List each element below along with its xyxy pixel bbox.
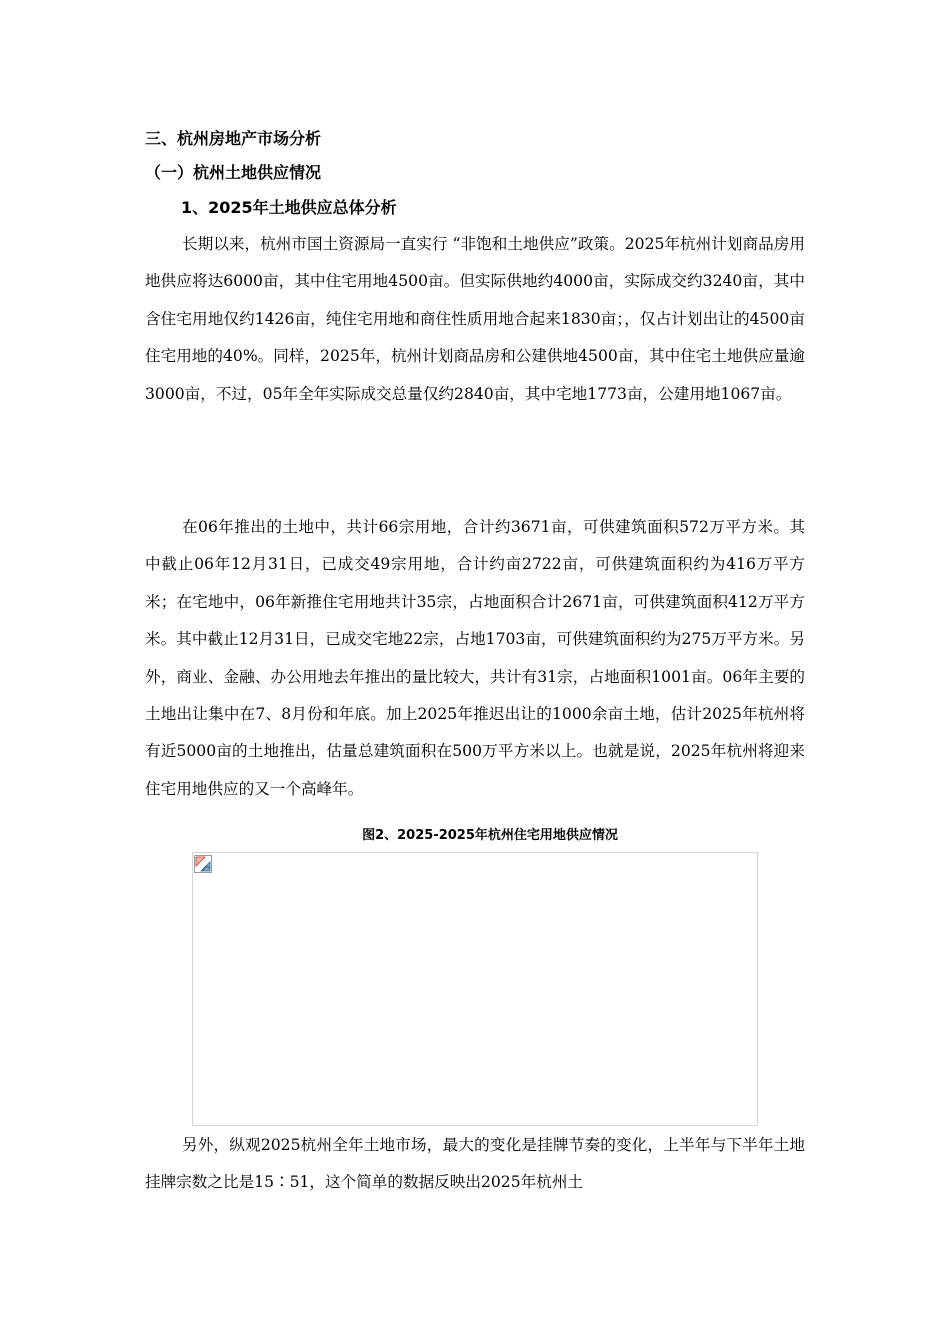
broken-image-icon [194,855,212,873]
section-heading: 三、杭州房地产市场分析 [145,129,322,148]
paragraph-land-policy: 长期以来，杭州市国土资源局一直实行 “非饱和土地供应”政策。2025年杭州计划商品房用地供应将达6000亩，其中住宅用地4500亩。但实际供地约4000亩，实际成交约3240亩，其中含住宅用地仅约1426亩，纯住宅用地和商住性质用地合起来1830亩；，仅占计划出让的4500亩住宅用地的40%。同样，2025年，杭州计划商品房和公建供地4500亩，其中住宅土地供应量逾3000亩，不过，05年全年实际成交总量仅约2840亩，其中宅地1773亩，公建用地1067亩。 [145,235,805,403]
subsection-heading: （一）杭州土地供应情况 [145,163,322,182]
figure-image-placeholder [192,852,758,1126]
paragraph-2006-land-supply: 在06年推出的土地中，共计66宗用地，合计约3671亩，可供建筑面积572万平方米。其中截止06年12月31日，已成交49宗用地，合计约亩2722亩，可供建筑面积约为416万平方米；在宅地中，06年新推住宅用地共计35宗，占地面积合计2671亩，可供建筑面积412万平方米。其中截止12月31日，已成交宅地22宗，占地1703亩，可供建筑面积约为275万平方米。另外，商业、金融、办公用地去年推出的量比较大，共计有31宗，占地面积1001亩。06年主要的土地出让集中在7、8月份和年底。加上2025年推迟出让的1000余亩土地，估计2025年杭州将有近5000亩的土地推出，估量总建筑面积在500万平方米以上。也就是说，2025年杭州将迎来住宅用地供应的又一个高峰年。 [145,518,805,798]
item-heading: 1、2025年土地供应总体分析 [181,198,397,217]
figure-caption: 图2、2025-2025年杭州住宅用地供应情况 [362,828,618,843]
paragraph-listing-rhythm: 另外，纵观2025杭州全年土地市场，最大的变化是挂牌节奏的变化，上半年与下半年土地挂牌宗数之比是15∶51，这个简单的数据反映出2025年杭州土 [145,1136,805,1192]
